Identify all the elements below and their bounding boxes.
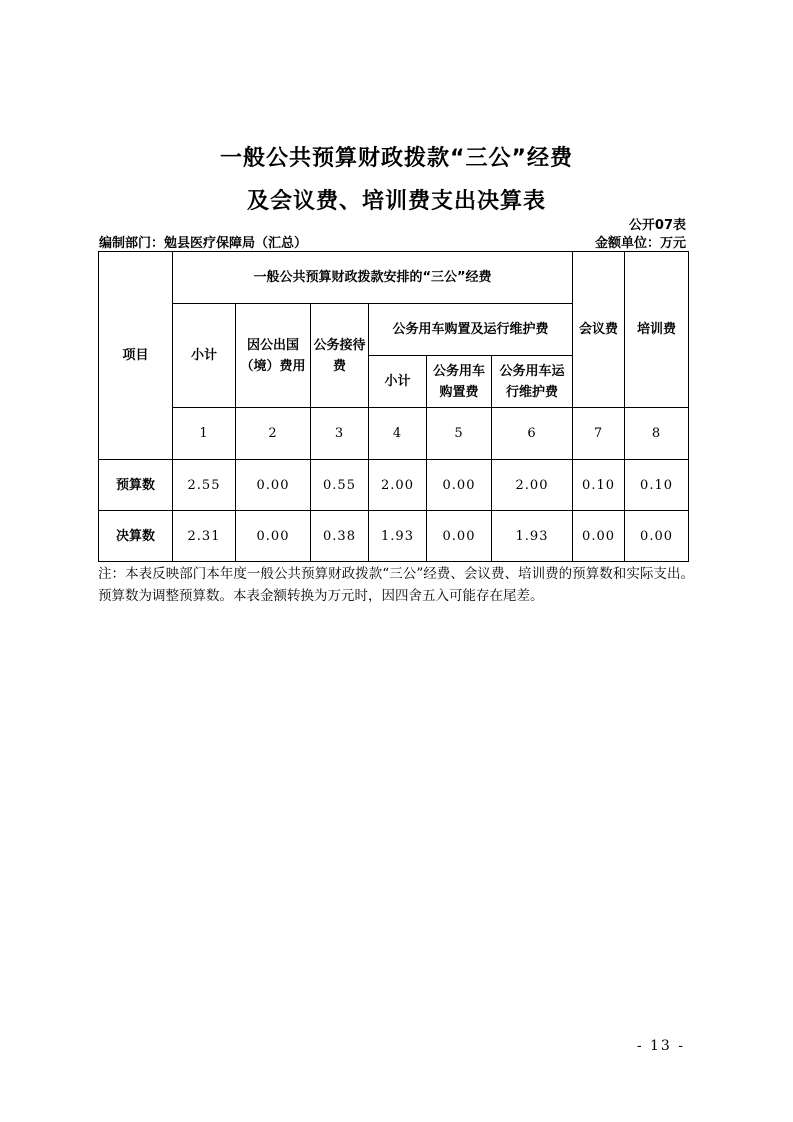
header-vehicle-group: 公务用车购置及运行维护费 <box>369 304 573 356</box>
unit-label: 金额单位：万元 <box>594 236 686 251</box>
table-cell: 1.93 <box>369 511 427 562</box>
table-row <box>99 460 689 511</box>
column-number: 3 <box>311 408 369 460</box>
column-number: 4 <box>369 408 427 460</box>
row-label-final: 决算数 <box>99 511 173 562</box>
table-cell: 2.55 <box>173 460 236 511</box>
header-three-public-group: 一般公共预算财政拨款安排的“三公”经费 <box>173 252 573 304</box>
page-subtitle: 及会议费、培训费支出决算表 <box>246 189 546 214</box>
table-cell: 2.00 <box>369 460 427 511</box>
table-cell: 0.55 <box>311 460 369 511</box>
column-number: 2 <box>236 408 311 460</box>
header-vehicle-operation: 公务用车运行维护费 <box>492 356 573 408</box>
column-number: 5 <box>427 408 492 460</box>
page-number: - 13 - <box>636 1038 685 1054</box>
header-reception: 公务接待费 <box>311 304 369 408</box>
footnote: 注：本表反映部门本年度一般公共预算财政拨款“三公”经费、会议费、培训费的预算数和实际支出。预算数为调整预算数。本表金额转换为万元时，因四舍五入可能存在尾差。 <box>98 566 694 604</box>
table-cell: 2.31 <box>173 511 236 562</box>
column-number: 1 <box>173 408 236 460</box>
table-cell: 2.00 <box>492 460 573 511</box>
column-number: 6 <box>492 408 573 460</box>
header-vehicle-subtotal: 小计 <box>369 356 427 408</box>
table-cell: 0.00 <box>427 511 492 562</box>
table-cell: 1.93 <box>492 511 573 562</box>
table-cell: 0.38 <box>311 511 369 562</box>
header-subtotal: 小计 <box>173 304 236 408</box>
table-row <box>99 511 689 562</box>
form-code: 公开07表 <box>628 218 686 233</box>
table-cell: 0.00 <box>573 511 625 562</box>
table-cell: 0.10 <box>625 460 689 511</box>
table-cell: 0.00 <box>427 460 492 511</box>
header-vehicle-purchase: 公务用车购置费 <box>427 356 492 408</box>
table-cell: 0.00 <box>625 511 689 562</box>
table-cell: 0.00 <box>236 460 311 511</box>
header-meeting: 会议费 <box>573 252 625 408</box>
row-label-budget: 预算数 <box>99 460 173 511</box>
department-label: 编制部门：勉县医疗保障局（汇总） <box>99 236 308 251</box>
header-overseas: 因公出国（境）费用 <box>236 304 311 408</box>
table-cell: 0.00 <box>236 511 311 562</box>
column-number: 7 <box>573 408 625 460</box>
header-training: 培训费 <box>625 252 689 408</box>
page-title: 一般公共预算财政拨款“三公”经费 <box>220 146 573 171</box>
header-item: 项目 <box>99 252 173 460</box>
column-number: 8 <box>625 408 689 460</box>
table-cell: 0.10 <box>573 460 625 511</box>
expenditure-table <box>98 251 689 562</box>
